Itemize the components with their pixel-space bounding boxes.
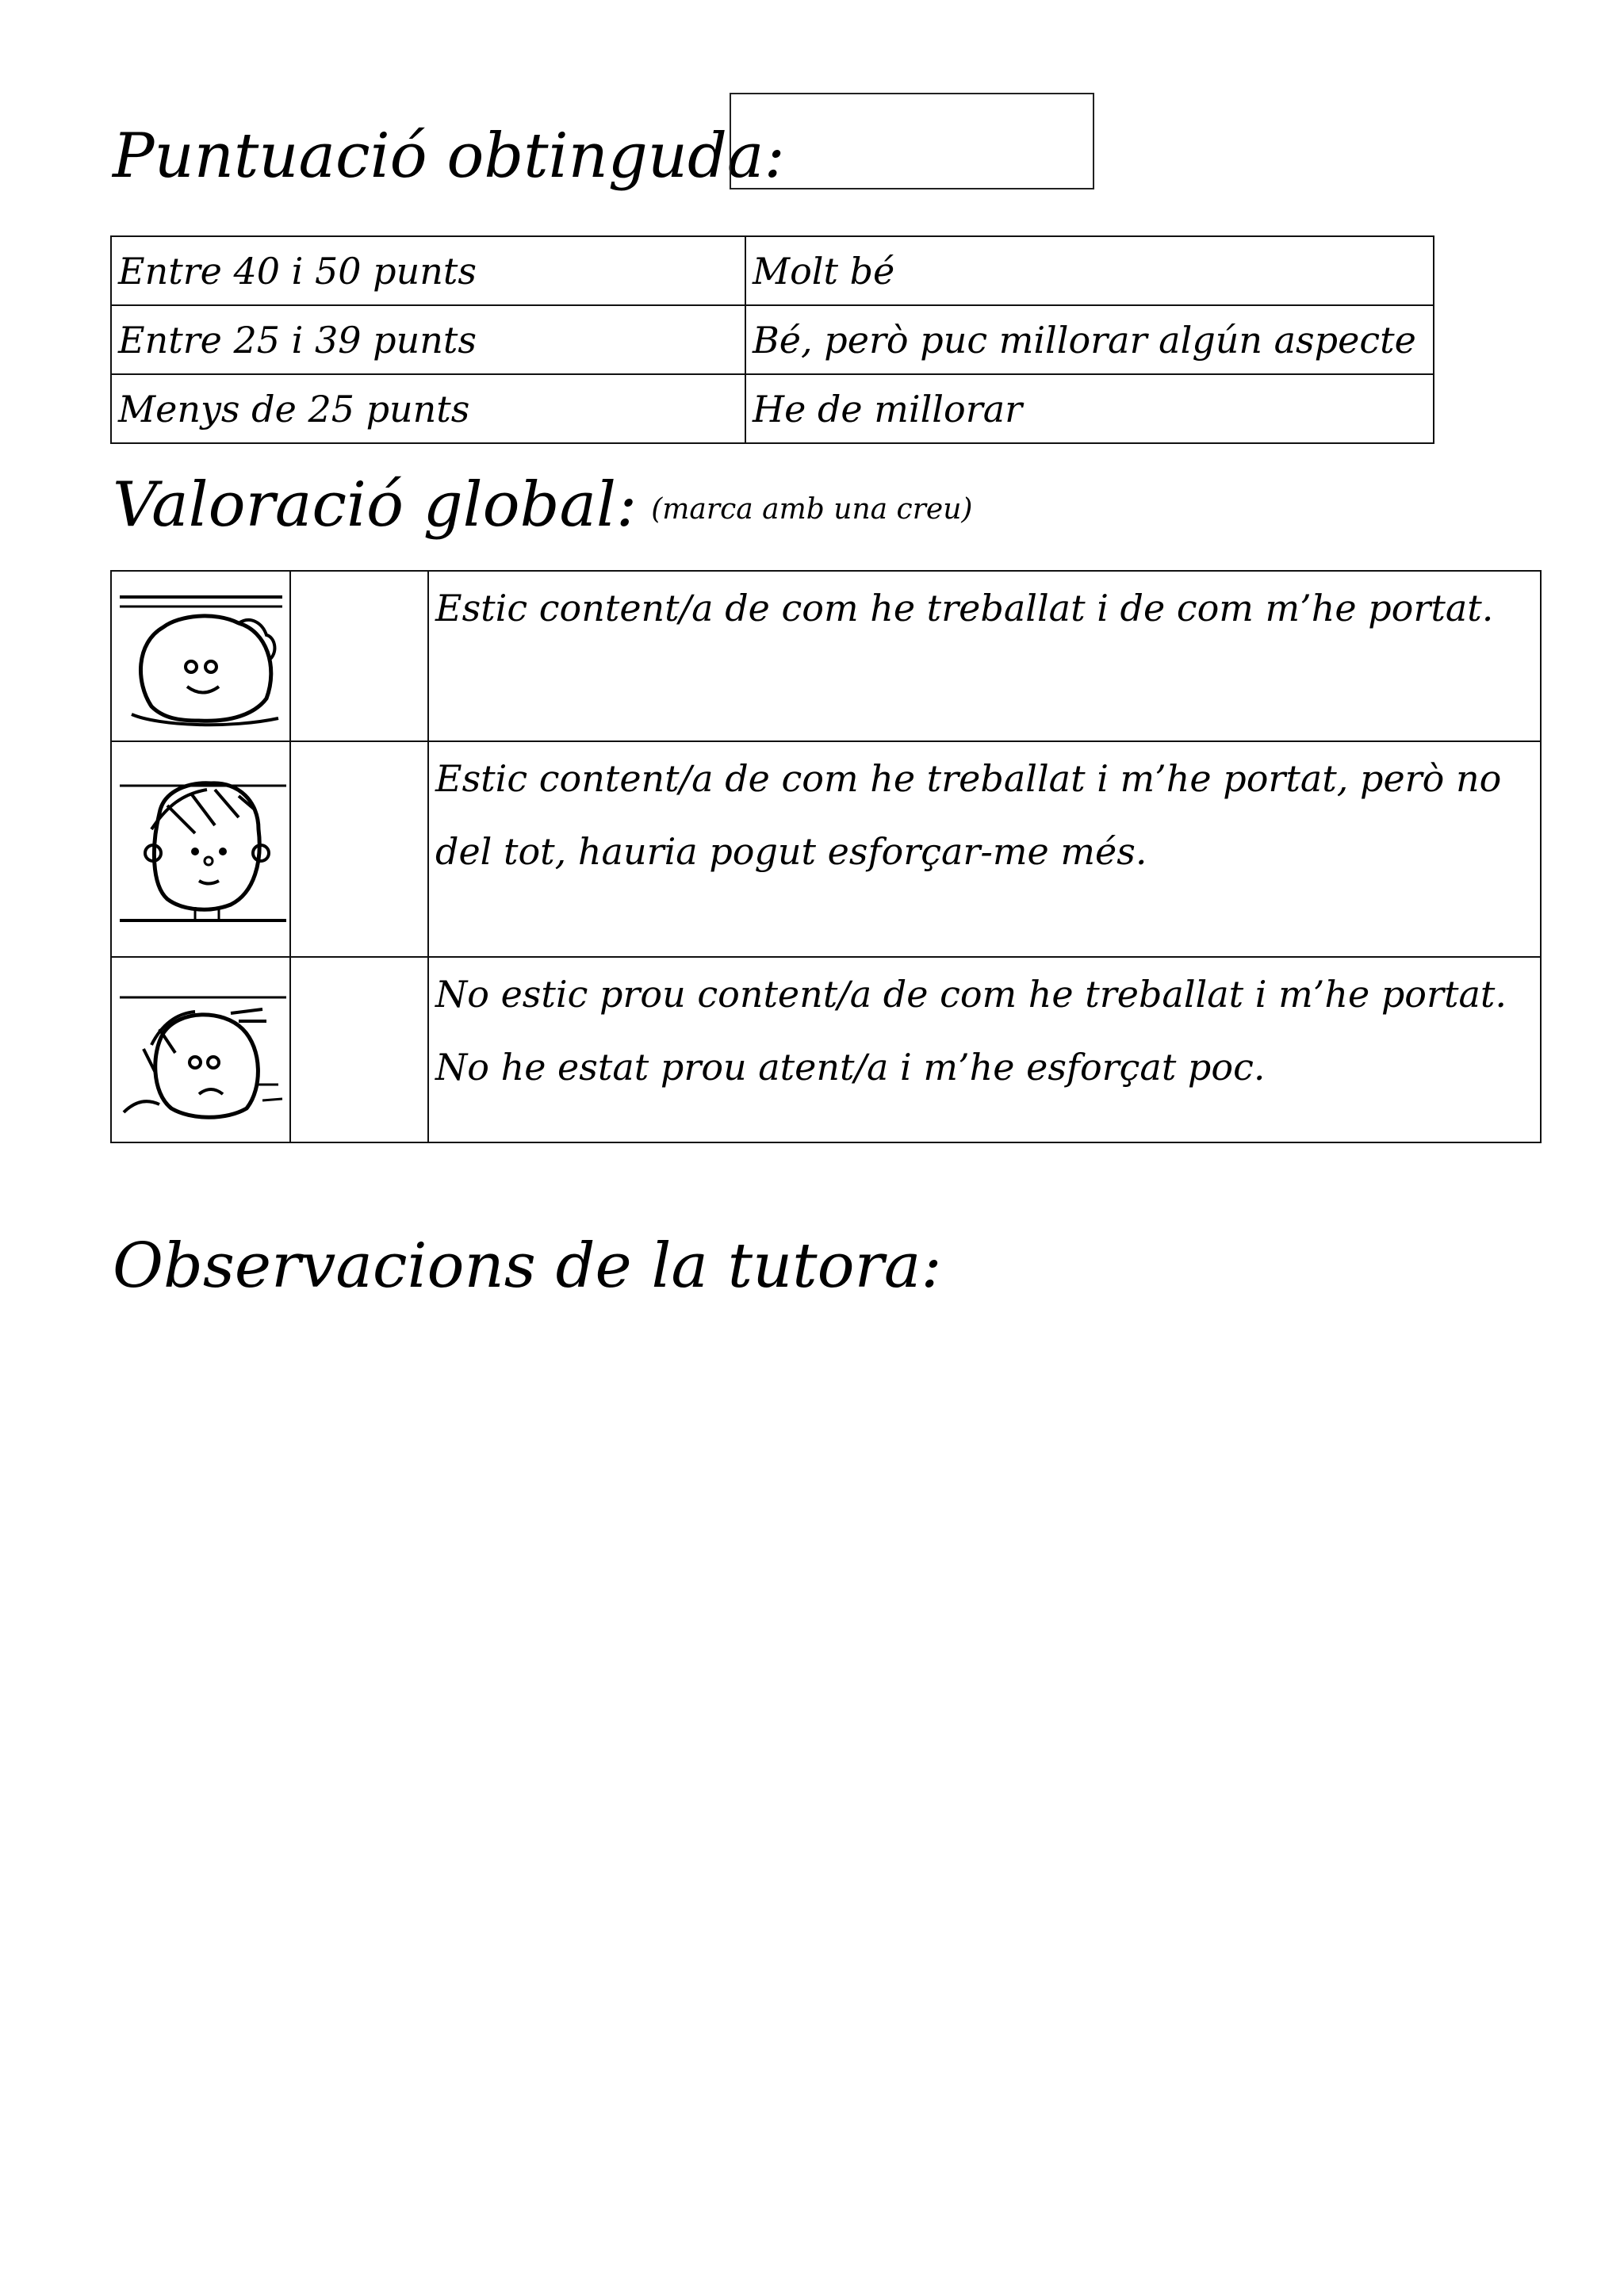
table-row: [111, 571, 1541, 741]
neutral-face-icon: [120, 758, 286, 932]
score-result-cell: Bé, però puc millorar algún aspecte: [745, 305, 1434, 374]
assessment-table: [110, 570, 1542, 1143]
assessment-desc: [428, 741, 1541, 957]
score-result-cell: He de millorar: [745, 374, 1434, 443]
mark-cell[interactable]: [290, 957, 428, 1142]
score-range-cell: Entre 25 i 39 punts: [111, 305, 745, 374]
face-cell: [111, 741, 290, 957]
sad-face-icon: [120, 974, 286, 1124]
mark-cell[interactable]: [290, 741, 428, 957]
score-input-box[interactable]: [730, 93, 1094, 189]
global-title: [113, 469, 973, 541]
table-row: [111, 741, 1541, 957]
face-cell: [111, 571, 290, 741]
desc-line: No he estat prou atent/a i m’he esforçat poc.: [435, 1046, 1266, 1089]
observations-title: Observacions de la tutora:: [113, 1230, 942, 1302]
desc-line: del tot, hauria pogut esforçar-me més.: [435, 830, 1147, 873]
global-title-text: Valoració global:: [113, 469, 638, 541]
mark-cell[interactable]: [290, 571, 428, 741]
face-cell: [111, 957, 290, 1142]
table-row: [111, 305, 1434, 374]
assessment-desc: [428, 957, 1541, 1142]
score-range-cell: Entre 40 i 50 punts: [111, 236, 745, 305]
table-row: [111, 236, 1434, 305]
table-row: [111, 957, 1541, 1142]
table-row: [111, 374, 1434, 443]
score-result-cell: Molt bé: [745, 236, 1434, 305]
happy-face-icon: [120, 587, 282, 730]
desc-line: No estic prou content/a de com he treballat i m’he portat.: [435, 973, 1507, 1016]
assessment-desc: [428, 571, 1541, 741]
global-note: (marca amb una creu): [651, 492, 973, 526]
score-title: Puntuació obtinguda:: [113, 121, 785, 192]
score-range-cell: Menys de 25 punts: [111, 374, 745, 443]
score-table: [110, 235, 1434, 444]
desc-line: Estic content/a de com he treballat i m’he portat, però no: [435, 757, 1502, 800]
desc-line: Estic content/a de com he treballat i de com m’he portat.: [435, 587, 1494, 629]
